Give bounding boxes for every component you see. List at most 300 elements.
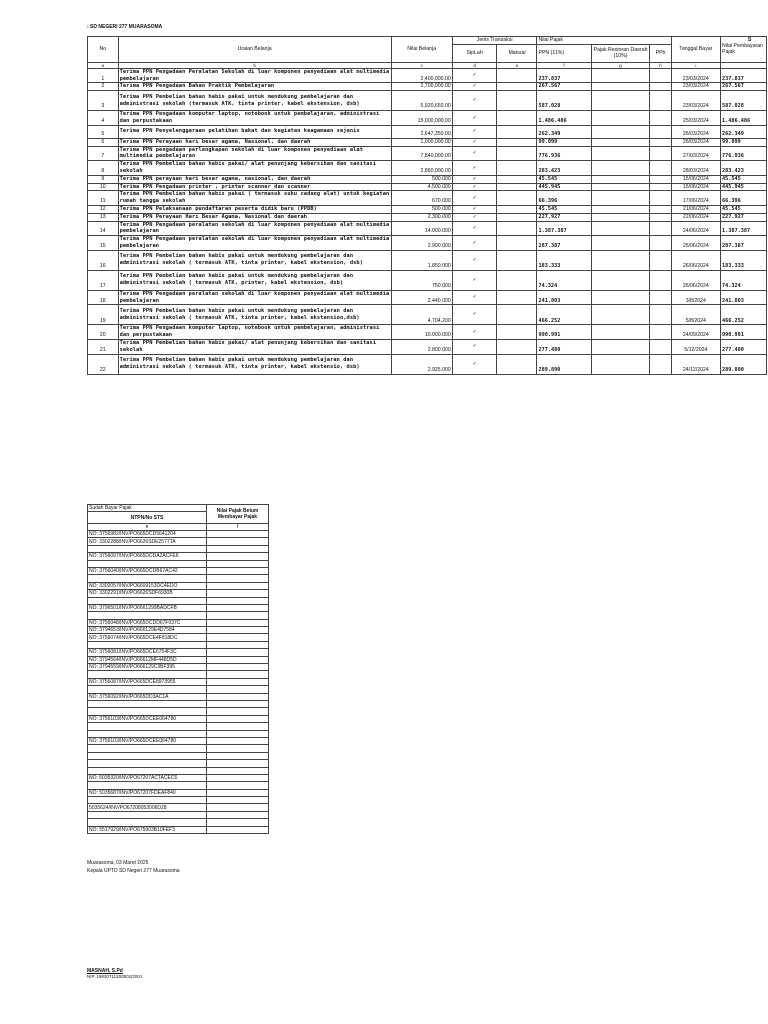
ntpn-cell: NO: 3796501/INV/PO6661299BADCFB	[88, 604, 207, 611]
table-row	[88, 575, 269, 582]
belum-bayar-cell	[207, 590, 269, 597]
table-row	[88, 590, 269, 597]
belum-bayar-cell	[207, 708, 269, 715]
belum-bayar-cell	[207, 745, 269, 752]
row-nilai: 2.440.000	[391, 290, 452, 305]
row-pajak-daerah	[591, 205, 650, 213]
ntpn-cell	[88, 811, 207, 818]
check-icon: ✓	[452, 138, 497, 146]
row-nilai-bayar: 445.945	[721, 183, 767, 191]
row-nilai-bayar: 241.803	[721, 290, 767, 305]
signer-nip: NIP. 19830711200502/2001	[87, 974, 143, 979]
row-ppn: 283.423	[537, 161, 591, 176]
row-nilai-bayar: 990.991	[721, 325, 767, 340]
ntpn-cell: NO: 3756103/INV/PO665DCEE064780	[88, 737, 207, 744]
table-row	[88, 531, 269, 538]
row-pajak-daerah	[591, 250, 650, 270]
idx-cell: c	[391, 62, 452, 68]
table-row	[88, 305, 767, 325]
row-nilai-bayar: 287.387	[721, 236, 767, 251]
belum-bayar-cell	[207, 715, 269, 722]
row-tanggal: 25/06/2024	[671, 236, 720, 251]
row-pph	[650, 290, 671, 305]
row-desc: Terima PPN perayaan hari besar agama, nasional, dan daerah	[118, 175, 391, 183]
row-ppn: 183.333	[537, 250, 591, 270]
ntpn-cell: NO: 3794653/INV/PO666129E4D7584	[88, 627, 207, 634]
belum-bayar-cell	[207, 723, 269, 730]
row-pajak-daerah	[591, 183, 650, 191]
group-pajak: Nilai Pajak	[537, 37, 671, 45]
row-nilai: 7,840,000.00	[391, 146, 452, 161]
belum-bayar-cell	[207, 819, 269, 826]
table-row	[88, 146, 767, 161]
row-pajak-daerah	[591, 146, 650, 161]
ntpn-cell: NO: 3756048/INV/PO665DCDD67F037C	[88, 619, 207, 626]
row-pajak-daerah	[591, 91, 650, 111]
row-tanggal: 23/03/2024	[671, 91, 720, 111]
signer-title: Kepala UPTD SD Negeri 277 Muarasoma	[87, 868, 180, 874]
row-pajak-daerah	[591, 138, 650, 146]
signer-name: MASNAH, S.Pd	[87, 968, 123, 974]
check-icon: ✓	[452, 191, 497, 206]
belum-bayar-cell	[207, 752, 269, 759]
row-no: 10	[88, 183, 119, 191]
ntpn-cell	[88, 597, 207, 604]
row-desc: Terima PPN Pembelian bahan habis pakai ( termasuk suku cadang alat) untuk kegiatan rumah tangga sekolah	[119, 191, 390, 205]
idx-cell: i	[671, 62, 720, 68]
check-icon: ✓	[452, 68, 497, 83]
belum-bayar-cell	[207, 664, 269, 671]
row-nilai-bayar: 1.387.387	[721, 221, 767, 236]
table-row	[88, 715, 269, 722]
row-no: 2	[88, 83, 119, 91]
belum-bayar-cell	[207, 575, 269, 582]
row-manual	[497, 68, 537, 83]
row-pph	[650, 221, 671, 236]
row-nilai: 670.000	[391, 191, 452, 206]
row-nilai: 15,000,000.00	[391, 111, 452, 126]
row-pajak-daerah	[591, 111, 650, 126]
tax-table-body	[88, 68, 767, 374]
row-desc: Terima PPN Pelaksanaan pendaftaran peserta didik baru (PPDB)	[118, 205, 391, 213]
row-tanggal: 24/06/2024	[671, 221, 720, 236]
ntpn-cell	[88, 612, 207, 619]
row-desc: Terima PPN Pembelian bahan habis pakai/ alat penunjang kebersihan dan sanitasi sekolah	[118, 161, 391, 176]
row-ppn: 227.927	[537, 213, 591, 221]
table-row	[88, 723, 269, 730]
ntpn-cell: NO: 5517929/INV/PO675903B10FEF3	[88, 826, 207, 833]
table-row	[88, 161, 767, 176]
row-pajak-daerah	[591, 270, 650, 290]
belum-bayar-cell	[207, 789, 269, 796]
idx-cell: e	[497, 62, 537, 68]
row-manual	[497, 236, 537, 251]
row-nilai: 2,860,000.00	[391, 161, 452, 176]
row-desc: Terima PPN Pengadaan komputer laptop, notebook untuk pembelajaran, administrasi dan perpustakaan	[118, 111, 391, 126]
row-pph	[650, 146, 671, 161]
row-pph	[650, 68, 671, 83]
row-nilai-bayar: 466.252	[721, 305, 767, 325]
corner-text: S	[748, 37, 752, 43]
row-no: 6	[88, 138, 119, 146]
col-no: No	[88, 37, 119, 63]
table-row	[88, 634, 269, 641]
belum-bayar-cell	[207, 760, 269, 767]
row-tanggal: 5/8/2024	[671, 305, 720, 325]
ntpn-cell: NO: 3794564/INV/PO66612MF448D5D	[88, 656, 207, 663]
row-manual	[497, 305, 537, 325]
row-nilai: 14.000.000	[391, 221, 452, 236]
row-nilai-bayar: 183.333	[721, 250, 767, 270]
idx-cell: a	[88, 62, 119, 68]
ntpn-cell	[88, 797, 207, 804]
row-ppn: 466.252	[537, 305, 591, 325]
belum-bayar-cell	[207, 641, 269, 648]
row-manual	[497, 354, 537, 374]
table-row	[88, 700, 269, 707]
row-no: 7	[88, 146, 119, 161]
row-ppn: 241.803	[537, 290, 591, 305]
check-icon: ✓	[452, 175, 497, 183]
table-row	[88, 175, 767, 183]
row-nilai: 2,647,350.00	[391, 125, 452, 138]
row-manual	[497, 111, 537, 126]
row-ppn: 45.545	[537, 175, 591, 183]
table-row	[88, 760, 269, 767]
ntpn-cell: 5035624/INV/PO67208053006D28	[88, 804, 207, 811]
row-desc: Terima PPN Pengadaan peralatan sekolah di luar komponen penyediaan alat multimedia pembelajaran	[119, 221, 390, 235]
table-row	[88, 656, 269, 663]
row-no: 3	[88, 91, 119, 111]
row-no: 20	[88, 325, 119, 340]
belum-bayar-cell	[207, 545, 269, 552]
table-row	[88, 221, 767, 236]
belum-bayar-cell	[207, 700, 269, 707]
row-no: 14	[88, 221, 119, 236]
row-ppn: 66.396	[537, 191, 591, 206]
row-pph	[650, 205, 671, 213]
row-desc: Terima PPN pengadaan perlengkapan sekolah di luar komponen penyediaan alat multimedia pembelajaran	[118, 146, 391, 161]
row-no: 18	[88, 290, 119, 305]
row-nilai-bayar: 227.927	[721, 213, 767, 221]
idx-cell: b	[118, 62, 391, 68]
table-row	[88, 819, 269, 826]
table-row	[88, 560, 269, 567]
row-ppn: 1.486.486	[537, 111, 591, 126]
belum-bayar-cell	[207, 567, 269, 574]
row-no: 13	[88, 213, 119, 221]
table-row	[88, 83, 767, 91]
table-row	[88, 325, 767, 340]
check-icon: ✓	[452, 161, 497, 176]
row-no: 9	[88, 175, 119, 183]
row-pajak-daerah	[591, 325, 650, 340]
row-manual	[497, 83, 537, 91]
row-desc: Terima PPN Pembelian bahan habis pakai untuk mendukung pembelajaran dan administrasi sekolah ( termasuk ATK, tinta printer, kabel ekstensio, dsb)	[118, 354, 391, 374]
school-name: : SD NEGERI 277 MUARASOMA	[87, 24, 163, 30]
row-ppn: 587.028	[537, 91, 591, 111]
table-row	[88, 826, 269, 833]
row-nilai: 1.850.000	[391, 250, 452, 270]
row-nilai-bayar: 283.423	[721, 161, 767, 176]
table-row	[88, 641, 269, 648]
ntpn-cell	[88, 723, 207, 730]
row-no: 11	[88, 191, 119, 206]
table-row	[88, 91, 767, 111]
ntpn-cell: NO: 3302288/INV/PO6626SDE2577TA	[88, 538, 207, 545]
table-row	[88, 649, 269, 656]
row-pajak-daerah	[591, 161, 650, 176]
belum-bayar-cell	[207, 627, 269, 634]
ntpn-cell: NO: 3756982/INV/PO665DCD5641204	[88, 531, 207, 538]
table-row	[88, 708, 269, 715]
table-row	[88, 138, 767, 146]
table-row	[88, 270, 767, 290]
row-desc: Terima PPN Penyelenggaraan pelatihan bakat dan kegiatan keagamaan sejenis	[118, 125, 391, 138]
table-row	[88, 678, 269, 685]
col-nilai: Nilai Belanja	[391, 37, 452, 63]
row-no: 15	[88, 236, 119, 251]
col-siplah: SipLah	[452, 44, 497, 62]
row-manual	[497, 161, 537, 176]
row-ppn: 74.324	[537, 270, 591, 290]
col-ppn: PPN (11%)	[537, 44, 591, 62]
ntpn-cell	[88, 767, 207, 774]
table-row	[88, 339, 767, 354]
row-nilai: 4.500.000	[391, 183, 452, 191]
ntpn-cell: NO: 3756040/INV/PO665DCDB67AC42	[88, 567, 207, 574]
check-icon: ✓	[452, 125, 497, 138]
check-icon: ✓	[452, 339, 497, 354]
col-manual: Manual	[497, 44, 537, 62]
ntpn-cell	[88, 671, 207, 678]
row-manual	[497, 91, 537, 111]
row-manual	[497, 146, 537, 161]
ntpn-cell	[88, 752, 207, 759]
table-row	[88, 619, 269, 626]
row-tanggal: 3/8/2024	[671, 290, 720, 305]
col-ntpn: NTPN/No STS	[88, 512, 207, 524]
idx-cell: h	[650, 62, 671, 68]
row-manual	[497, 183, 537, 191]
ntpn-cell: NO: 3756092/INV/PO665DD3AC1A	[88, 693, 207, 700]
belum-bayar-cell	[207, 634, 269, 641]
belum-bayar-cell	[207, 619, 269, 626]
row-tanggal: 26/03/2024	[671, 125, 720, 138]
belum-bayar-cell	[207, 774, 269, 781]
row-tanggal: 25/03/2024	[671, 111, 720, 126]
ntpn-cell	[88, 708, 207, 715]
row-pph	[650, 161, 671, 176]
row-manual	[497, 290, 537, 305]
tax-table	[87, 36, 767, 375]
table-row	[88, 183, 767, 191]
row-manual	[497, 138, 537, 146]
belum-bayar-cell	[207, 531, 269, 538]
belum-bayar-cell	[207, 730, 269, 737]
row-pajak-daerah	[591, 236, 650, 251]
row-pajak-daerah	[591, 68, 650, 83]
check-icon: ✓	[452, 305, 497, 325]
row-ppn: 277.480	[537, 339, 591, 354]
row-no: 16	[88, 250, 119, 270]
table-row	[88, 804, 269, 811]
row-manual	[497, 325, 537, 340]
row-manual	[497, 175, 537, 183]
ntpn-cell: NO: 3756103/INV/PO665DCEE064780	[88, 715, 207, 722]
row-pph	[650, 236, 671, 251]
row-pph	[650, 83, 671, 91]
row-pph	[650, 325, 671, 340]
row-nilai: 2,700,000.00	[391, 83, 452, 91]
check-icon: ✓	[452, 270, 497, 290]
ntpn-cell	[88, 745, 207, 752]
ntpn-cell	[88, 782, 207, 789]
ntpn-cell	[88, 819, 207, 826]
row-nilai-bayar: 267.567	[721, 83, 767, 91]
table-row	[88, 664, 269, 671]
row-pph	[650, 354, 671, 374]
ntpn-cell	[88, 575, 207, 582]
row-nilai-bayar: 45.545	[721, 205, 767, 213]
row-nilai: 2.800.000	[391, 339, 452, 354]
ntpn-cell	[88, 560, 207, 567]
row-no: 5	[88, 125, 119, 138]
belum-bayar-cell	[207, 693, 269, 700]
row-manual	[497, 339, 537, 354]
row-no: 19	[88, 305, 119, 325]
table-row	[88, 567, 269, 574]
row-pph	[650, 191, 671, 206]
row-nilai: 2.900.000	[391, 236, 452, 251]
row-desc: Terima PPN Perayaan Hari Besar Agama, Nasional dan daerah	[118, 213, 391, 221]
row-manual	[497, 191, 537, 206]
ntpn-cell: NO: 3756081/INV/PO665DCE6754F3C	[88, 649, 207, 656]
row-tanggal: 17/06/2024	[671, 191, 720, 206]
row-pph	[650, 125, 671, 138]
row-pph	[650, 183, 671, 191]
row-pajak-daerah	[591, 339, 650, 354]
idx-cell: f	[207, 524, 269, 531]
row-tanggal: 22/06/2024	[671, 213, 720, 221]
ntpn-cell: NO: 3756074/INV/PO665DCE4F818DC	[88, 634, 207, 641]
row-tanggal: 26/06/2024	[671, 250, 720, 270]
col-belum-bayar: Nilai Pajak Belum Membayar Pajak	[207, 505, 269, 524]
check-icon: ✓	[452, 236, 497, 251]
row-tanggal: 15/06/2024	[671, 175, 720, 183]
row-pajak-daerah	[591, 213, 650, 221]
ntpn-cell	[88, 545, 207, 552]
row-nilai-bayar: 262.349	[721, 125, 767, 138]
row-pajak-daerah	[591, 221, 650, 236]
row-desc: Terima PPN Pembelian bahan habis pakai untuk mendukung pembelajaran dan administrasi sekolah ( termasuk ATK, tinta printer, kabel ekstension,dsb)	[118, 305, 391, 325]
row-tanggal: 21/06/2024	[671, 205, 720, 213]
check-icon: ✓	[452, 325, 497, 340]
row-tanggal: 15/06/2024	[671, 183, 720, 191]
row-nilai: 4.704.200	[391, 305, 452, 325]
belum-bayar-cell	[207, 649, 269, 656]
belum-bayar-cell	[207, 560, 269, 567]
row-nilai: 10.000.000	[391, 325, 452, 340]
row-pph	[650, 339, 671, 354]
belum-bayar-cell	[207, 767, 269, 774]
table-row	[88, 730, 269, 737]
row-no: 8	[88, 161, 119, 176]
table-row	[88, 236, 767, 251]
table-row	[88, 686, 269, 693]
row-desc: Terima PPN Pengadaan Peralatan Sekolah di luar komponen penyediaan alat multimedia pembelajaran	[119, 68, 390, 82]
row-desc: Terima PPN Pengadaan peralatan sekolah di luar komponen penyediaan alat multimedia pembelajaran	[119, 236, 390, 249]
row-pajak-daerah	[591, 290, 650, 305]
belum-bayar-cell	[207, 597, 269, 604]
table-row	[88, 111, 767, 126]
ntpn-cell: NO: 3302291/INV/PO6626SDF6930B	[88, 590, 207, 597]
belum-bayar-cell	[207, 553, 269, 560]
row-tanggal: 23/03/2024	[671, 68, 720, 83]
row-ppn: 1.387.387	[537, 221, 591, 236]
ntpn-cell: NO: 3794559/INV/PO666129C3BF395	[88, 664, 207, 671]
row-pajak-daerah	[591, 83, 650, 91]
row-tanggal: 24/12/2024	[671, 354, 720, 374]
row-ppn: 267.567	[537, 83, 591, 91]
ntpn-cell	[88, 700, 207, 707]
row-nilai: 1,000,000.00	[391, 138, 452, 146]
table-row	[88, 604, 269, 611]
table-row	[88, 612, 269, 619]
row-tanggal: 24/09/2024	[671, 325, 720, 340]
row-manual	[497, 270, 537, 290]
check-icon: ✓	[452, 250, 497, 270]
table-row	[88, 205, 767, 213]
table-row	[88, 737, 269, 744]
row-tanggal: 26/03/2024	[671, 138, 720, 146]
table-row	[88, 191, 767, 206]
row-pajak-daerah	[591, 305, 650, 325]
ntpn-cell	[88, 760, 207, 767]
row-pph	[650, 175, 671, 183]
row-tanggal: 23/03/2024	[671, 83, 720, 91]
check-icon: ✓	[452, 83, 497, 91]
check-icon: ✓	[452, 111, 497, 126]
idx-cell: e	[88, 524, 207, 531]
row-tanggal: 26/06/2024	[671, 270, 720, 290]
table-row	[88, 545, 269, 552]
row-tanggal: 28/03/2024	[671, 161, 720, 176]
row-ppn: 289.890	[537, 354, 591, 374]
belum-bayar-cell	[207, 612, 269, 619]
row-nilai-bayar: 587.028	[721, 91, 767, 111]
row-nilai-bayar: 289.890	[721, 354, 767, 374]
col-uraian: Uraian Belanja	[118, 37, 391, 63]
row-manual	[497, 205, 537, 213]
row-desc: Terima PPN Pengadaan Bahan Praktik Pembelajaran	[118, 83, 391, 91]
tax-table-header	[88, 37, 767, 69]
group-transaksi: Jenis Transaksi	[452, 37, 537, 45]
table-row	[88, 693, 269, 700]
row-desc: Terima PPN Pembelian bahan habis pakai untuk mendukung pembelajaran dan administrasi sekolah ( termasuk ATK, tinta printer, kabel ekstension, dsb)	[118, 250, 391, 270]
row-ppn: 99.099	[537, 138, 591, 146]
row-no: 21	[88, 339, 119, 354]
row-pph	[650, 270, 671, 290]
row-nilai: 2,400,000.00	[391, 68, 452, 83]
row-tanggal: 5/12/2024	[671, 339, 720, 354]
row-desc: Terima PPN Pembelian bahan habis pakai/ alat penunjang kebersihan dan sanitasi sekolah	[118, 339, 391, 354]
row-pajak-daerah	[591, 125, 650, 138]
check-icon: ✓	[452, 213, 497, 221]
row-nilai-bayar: 74.324	[721, 270, 767, 290]
ntpn-cell: NO: 5035320/INV/PO67207ACTACEC6	[88, 774, 207, 781]
table-row	[88, 125, 767, 138]
